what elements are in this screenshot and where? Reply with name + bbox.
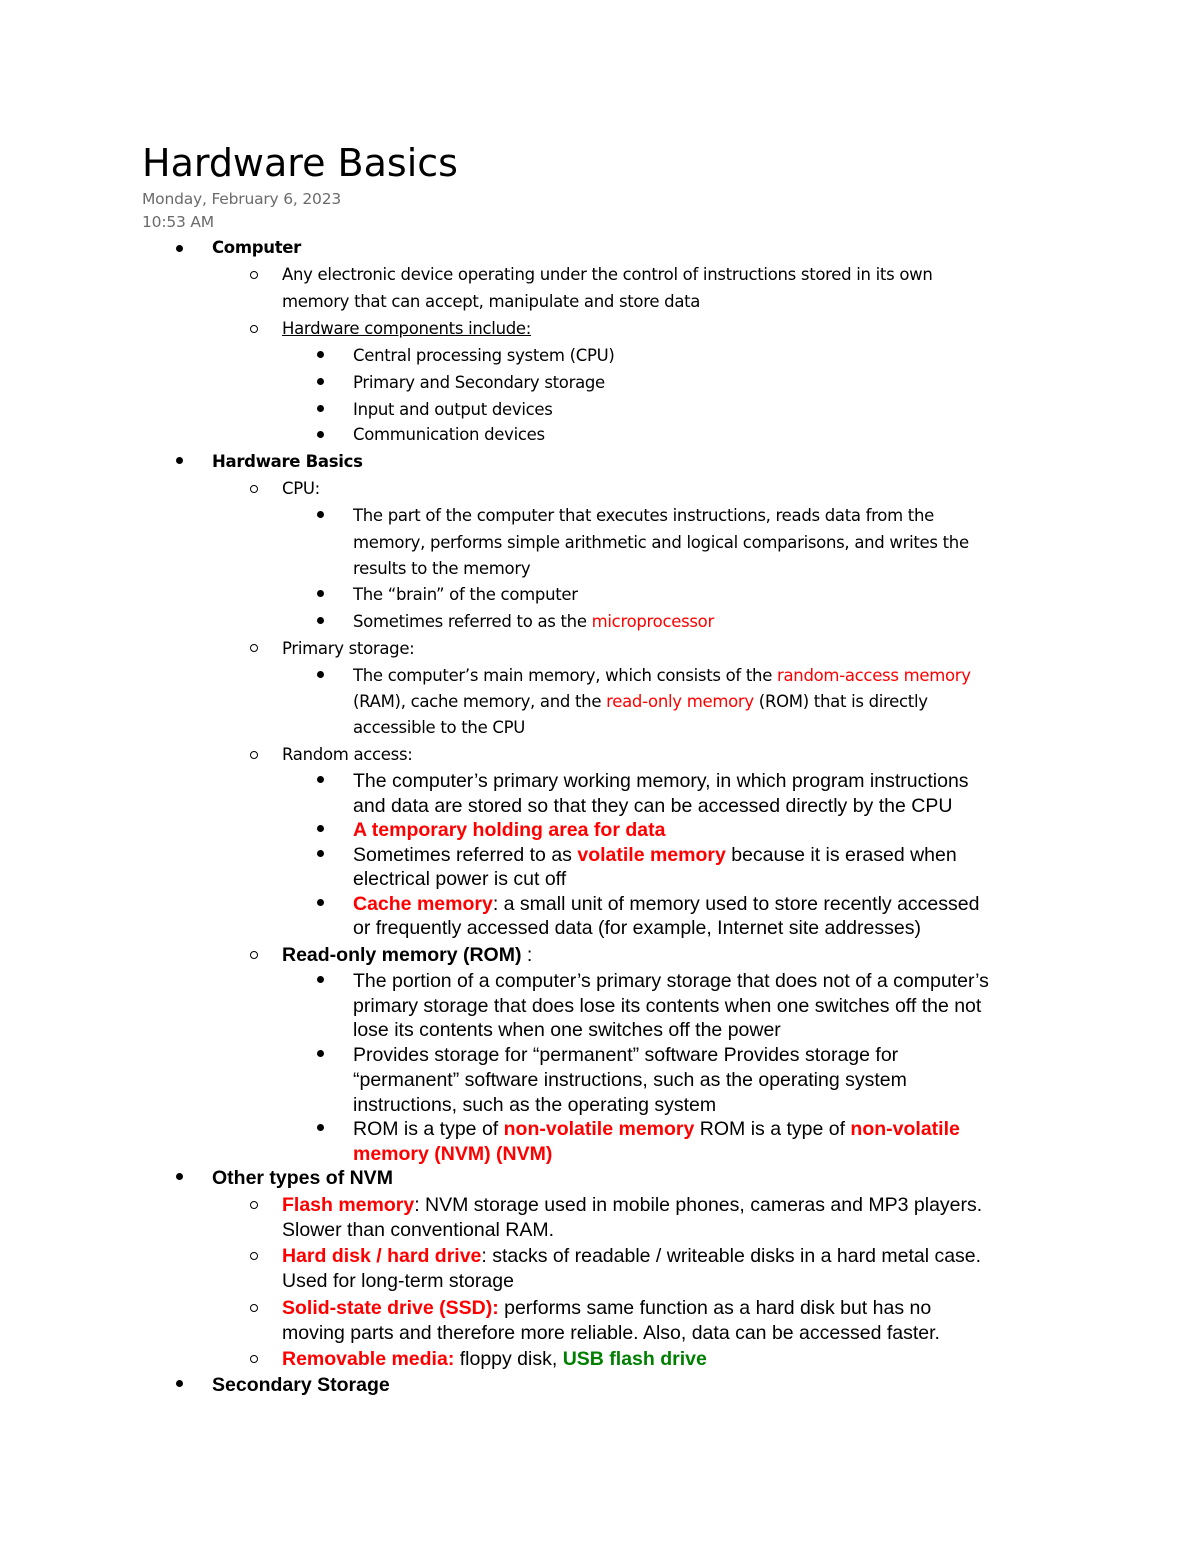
bullet-icon [317, 431, 324, 438]
bullet-icon [317, 976, 324, 983]
circle-bullet-icon [250, 951, 258, 959]
rom-label [282, 943, 532, 967]
component-item: Input and output devices [353, 400, 553, 419]
page-title: Hardware Basics [142, 141, 458, 185]
term-hard-disk: Hard disk / hard drive [282, 1245, 482, 1267]
text-run: : NVM storage used in mobile phones, cameras and MP3 players. [414, 1194, 983, 1216]
random-access-line [353, 843, 957, 867]
bullet-icon [317, 511, 324, 518]
rom-line: primary storage that does lose its contents when one switches off the not [353, 995, 982, 1017]
temporary-holding-term: A temporary holding area for data [353, 819, 666, 841]
cpu-item-line [353, 610, 714, 634]
nvm-line: moving parts and therefore more reliable. Also, data can be accessed faster. [282, 1322, 940, 1344]
text-run: The computer’s main memory, which consists of the [353, 666, 777, 685]
bullet-icon [176, 1380, 183, 1387]
bullet-icon [317, 1124, 324, 1131]
circle-bullet-icon [250, 271, 258, 279]
text-run: (ROM) that is directly [753, 692, 928, 711]
computer-definition-line: Any electronic device operating under the control of instructions stored in its own [282, 265, 933, 284]
bullet-icon [317, 378, 324, 385]
bullet-icon [317, 590, 324, 597]
text-run: Read-only memory (ROM) [282, 944, 522, 966]
term-flash-memory: Flash memory [282, 1194, 415, 1216]
term-random-access-memory: random-access memory [777, 666, 971, 685]
circle-bullet-icon [250, 644, 258, 652]
rom-line: “permanent” software instructions, such as the operating system [353, 1069, 907, 1091]
primary-storage-line: accessible to the CPU [353, 718, 526, 737]
nvm-line: Used for long-term storage [282, 1270, 514, 1292]
bullet-icon [176, 457, 183, 464]
bullet-icon [317, 351, 324, 358]
bullet-icon [317, 825, 324, 832]
text-run: (RAM), cache memory, and the [353, 692, 607, 711]
cpu-item-line: memory, performs simple arithmetic and logical comparisons, and writes the [353, 533, 969, 552]
component-item: Communication devices [353, 425, 545, 444]
text-run: : stacks of readable / writeable disks in a hard metal case. [481, 1245, 982, 1267]
term-non-volatile-memory: non-volatile memory [503, 1118, 695, 1140]
random-access-line: and data are stored so that they can be accessed directly by the CPU [353, 795, 953, 817]
heading-other-nvm: Other types of NVM [212, 1167, 393, 1189]
note-time: 10:53 AM [142, 213, 214, 231]
component-item: Central processing system (CPU) [353, 346, 615, 365]
note-date: Monday, February 6, 2023 [142, 190, 342, 208]
nvm-line [282, 1193, 982, 1217]
term-ssd: Solid-state drive (SSD): [282, 1297, 499, 1319]
text-run: Sometimes referred to as [353, 844, 578, 866]
cpu-item-line: results to the memory [353, 559, 531, 578]
component-item: Primary and Secondary storage [353, 373, 605, 392]
circle-bullet-icon [250, 1355, 258, 1363]
heading-computer: Computer [212, 238, 302, 257]
random-access-label: Random access: [282, 745, 413, 764]
rom-line: instructions, such as the operating system [353, 1094, 717, 1116]
text-run: floppy disk, [454, 1348, 563, 1370]
random-access-line: electrical power is cut off [353, 868, 567, 890]
nvm-line [282, 1347, 707, 1371]
text-run: Sometimes referred to as the [353, 612, 592, 631]
random-access-line [353, 892, 979, 916]
bullet-icon [317, 617, 324, 624]
components-label: Hardware components include: [282, 319, 532, 338]
term-volatile-memory: volatile memory [577, 844, 726, 866]
cpu-item-line: The “brain” of the computer [353, 585, 578, 604]
random-access-line: or frequently accessed data (for example, Internet site addresses) [353, 917, 921, 939]
circle-bullet-icon [250, 751, 258, 759]
bullet-icon [317, 899, 324, 906]
bullet-icon [317, 1050, 324, 1057]
rom-line: The portion of a computer’s primary storage that does not of a computer’s [353, 970, 989, 992]
circle-bullet-icon [250, 1252, 258, 1260]
primary-storage-line [353, 690, 928, 714]
nvm-line [282, 1244, 981, 1268]
bullet-icon [176, 1173, 183, 1180]
text-run: : [521, 944, 533, 966]
text-run: because it is erased when [725, 844, 957, 866]
rom-line: Provides storage for “permanent” software Provides storage for [353, 1044, 899, 1066]
primary-storage-line [353, 664, 971, 688]
term-cache-memory: Cache memory [353, 893, 493, 915]
bullet-icon [317, 671, 324, 678]
bullet-icon [176, 245, 183, 252]
circle-bullet-icon [250, 1201, 258, 1209]
computer-definition-line: memory that can accept, manipulate and store data [282, 292, 701, 311]
term-usb-flash-drive: USB flash drive [562, 1348, 707, 1370]
term-removable-media: Removable media: [282, 1348, 455, 1370]
term-microprocessor: microprocessor [591, 612, 714, 631]
text-run: ROM is a type of [694, 1118, 851, 1140]
circle-bullet-icon [250, 325, 258, 333]
text-run: performs same function as a hard disk but has no [498, 1297, 932, 1319]
cpu-label: CPU: [282, 479, 320, 498]
bullet-icon [317, 405, 324, 412]
text-run: ROM is a type of [353, 1118, 504, 1140]
nvm-line: Slower than conventional RAM. [282, 1219, 555, 1241]
random-access-line: The computer’s primary working memory, in which program instructions [353, 770, 969, 792]
term-non-volatile: non-volatile [850, 1118, 960, 1140]
circle-bullet-icon [250, 485, 258, 493]
circle-bullet-icon [250, 1304, 258, 1312]
text-run: : a small unit of memory used to store recently accessed [492, 893, 980, 915]
bullet-icon [317, 776, 324, 783]
heading-hardware-basics: Hardware Basics [212, 452, 363, 471]
rom-line: lose its contents when one switches off the power [353, 1019, 781, 1041]
nvm-line [282, 1296, 931, 1320]
cpu-item-line: The part of the computer that executes instructions, reads data from the [353, 506, 934, 525]
primary-storage-label: Primary storage: [282, 639, 415, 658]
term-nvm: memory (NVM) (NVM) [353, 1143, 553, 1165]
term-read-only-memory: read-only memory [606, 692, 754, 711]
bullet-icon [317, 850, 324, 857]
heading-secondary-storage: Secondary Storage [212, 1374, 390, 1396]
rom-line [353, 1117, 960, 1141]
